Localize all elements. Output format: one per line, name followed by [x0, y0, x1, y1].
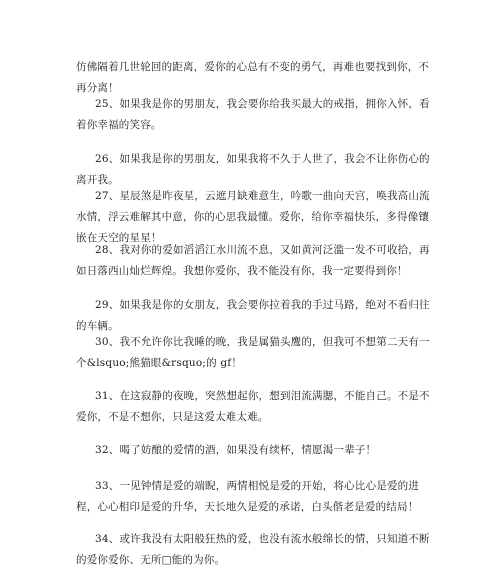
paragraph-26: 26、如果我是你的男朋友，如果我将不久于人世了，我会不让你伤心的离开我。	[76, 153, 430, 186]
paragraph-27: 27、星辰煞是昨夜星，云遮月缺难意生，吟歌一曲向天宫，唤我高山流水情，浮云难解其中意，你的心思我最懂。爱你，给你幸福快乐，多得像镶嵌在天空的星星！	[76, 190, 430, 244]
paragraph-32: 32、喝了妨酿的爱情的酒，如果没有续杯，情愿渴一辈子！	[95, 444, 377, 456]
paragraph-34: 34、或许我没有太阳般狂热的爱，也没有流水般绵长的情，只知道不断的爱你爱你、无所□能的为你。	[76, 533, 430, 566]
paragraph-33: 33、一见钟情是爱的端睨，两情相悦是爱的开始，将心比心是爱的进程，心心相印是爱的升华，天长地久是爱的承诺，白头偕老是爱的结局！	[76, 480, 420, 513]
paragraph-25: 25、如果我是你的男朋友，我会要你给我买最大的戒指，拥你入怀，看着你幸福的笑容。	[76, 98, 430, 131]
paragraph-29: 29、如果我是你的女朋友，我会要你拉着我的手过马路，绝对不看归往的车辆。	[76, 299, 430, 332]
paragraph-24-continued: 仿佛隔着几世轮回的距离，爱你的心总有不变的勇气，再难也要找到你，不再分离！	[76, 61, 430, 94]
paragraph-28: 28、我对你的爱如滔滔江水川流不息，又如黄河泛滥一发不可收拾，再如日落西山灿烂辉煌。我想你爱你，我不能没有你，我一定要得到你！	[76, 244, 430, 277]
paragraph-30: 30、我不允许你比我睡的晚，我是属猫头鹰的，但我可不想第二天有一个&lsquo;熊猫眼&rsquo;的 gf！	[76, 336, 430, 369]
paragraph-31: 31、在这寂静的夜晚，突然想起你，想到泪流满腮，不能自己。不是不爱你，不是不想你，只是这爱太难太难。	[76, 390, 430, 423]
